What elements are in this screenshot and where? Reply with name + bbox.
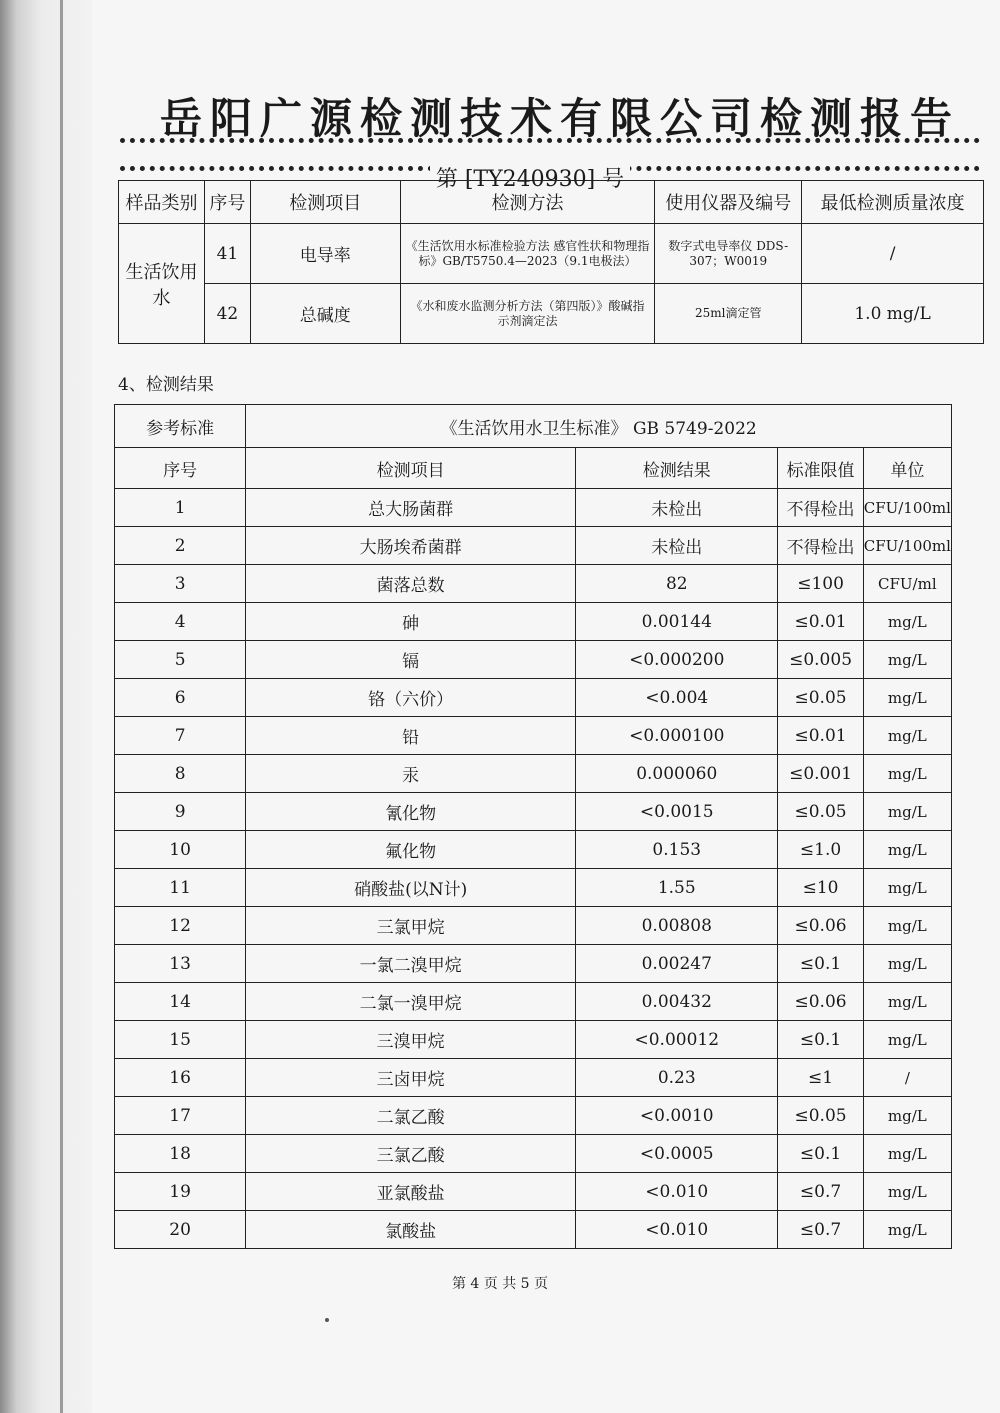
table-row bbox=[115, 831, 952, 869]
row-item: 铬（六价） bbox=[246, 679, 576, 717]
row-result: <0.000200 bbox=[576, 641, 778, 679]
table-row bbox=[115, 755, 952, 793]
method-row-item: 总碱度 bbox=[250, 284, 400, 344]
header-unit: 单位 bbox=[863, 448, 951, 489]
row-item: 硝酸盐(以N计) bbox=[246, 869, 576, 907]
table-row bbox=[115, 603, 952, 641]
row-limit: ≤1.0 bbox=[778, 831, 863, 869]
method-row-instrument: 数字式电导率仪 DDS-307；W0019 bbox=[655, 224, 802, 284]
row-result: <0.000100 bbox=[576, 717, 778, 755]
table-row bbox=[115, 983, 952, 1021]
scan-speck bbox=[325, 1318, 329, 1322]
row-result: 0.00144 bbox=[576, 603, 778, 641]
row-no: 14 bbox=[115, 983, 246, 1021]
row-unit: mg/L bbox=[863, 1211, 951, 1249]
header-item: 检测项目 bbox=[250, 181, 400, 224]
row-item: 三溴甲烷 bbox=[246, 1021, 576, 1059]
row-item: 氰化物 bbox=[246, 793, 576, 831]
header-method: 检测方法 bbox=[400, 181, 655, 224]
row-no: 8 bbox=[115, 755, 246, 793]
table-row bbox=[115, 1211, 952, 1249]
method-row bbox=[119, 224, 984, 284]
row-result: <0.004 bbox=[576, 679, 778, 717]
row-item: 砷 bbox=[246, 603, 576, 641]
row-item: 铅 bbox=[246, 717, 576, 755]
row-no: 10 bbox=[115, 831, 246, 869]
row-item: 一氯二溴甲烷 bbox=[246, 945, 576, 983]
table-row bbox=[115, 1021, 952, 1059]
table-row bbox=[115, 1059, 952, 1097]
row-no: 6 bbox=[115, 679, 246, 717]
standard-label: 参考标准 bbox=[115, 405, 246, 448]
header-result: 检测结果 bbox=[576, 448, 778, 489]
table-row bbox=[115, 641, 952, 679]
row-no: 17 bbox=[115, 1097, 246, 1135]
row-limit: ≤1 bbox=[778, 1059, 863, 1097]
row-unit: mg/L bbox=[863, 679, 951, 717]
row-item: 菌落总数 bbox=[246, 565, 576, 603]
row-limit: ≤0.1 bbox=[778, 1135, 863, 1173]
table-row bbox=[115, 945, 952, 983]
row-unit: mg/L bbox=[863, 1097, 951, 1135]
row-no: 19 bbox=[115, 1173, 246, 1211]
table-row bbox=[115, 1097, 952, 1135]
row-unit: mg/L bbox=[863, 755, 951, 793]
row-limit: ≤0.01 bbox=[778, 717, 863, 755]
row-item: 亚氯酸盐 bbox=[246, 1173, 576, 1211]
row-no: 4 bbox=[115, 603, 246, 641]
row-no: 15 bbox=[115, 1021, 246, 1059]
method-row-method: 《水和废水监测分析方法（第四版）》酸碱指示剂滴定法 bbox=[400, 284, 655, 344]
method-row bbox=[119, 284, 984, 344]
row-item: 汞 bbox=[246, 755, 576, 793]
results-table bbox=[114, 404, 952, 1249]
row-unit: / bbox=[863, 1059, 951, 1097]
row-no: 18 bbox=[115, 1135, 246, 1173]
row-limit: ≤0.1 bbox=[778, 1021, 863, 1059]
row-result: <0.010 bbox=[576, 1211, 778, 1249]
row-result: 82 bbox=[576, 565, 778, 603]
row-limit: ≤0.06 bbox=[778, 983, 863, 1021]
report-title: 岳阳广源检测技术有限公司检测报告 bbox=[160, 94, 961, 143]
row-limit: ≤0.05 bbox=[778, 679, 863, 717]
header-min-conc: 最低检测质量浓度 bbox=[802, 181, 984, 224]
report-number: 第 [TY240930] 号 bbox=[430, 162, 630, 193]
row-unit: mg/L bbox=[863, 1021, 951, 1059]
row-limit: ≤0.05 bbox=[778, 793, 863, 831]
row-result: 0.00808 bbox=[576, 907, 778, 945]
method-row-min-conc: / bbox=[802, 224, 984, 284]
row-item: 氯酸盐 bbox=[246, 1211, 576, 1249]
table-row bbox=[115, 527, 952, 565]
row-item: 三卤甲烷 bbox=[246, 1059, 576, 1097]
method-row-no: 41 bbox=[204, 224, 250, 284]
row-no: 7 bbox=[115, 717, 246, 755]
row-item: 总大肠菌群 bbox=[246, 489, 576, 527]
row-result: <0.0005 bbox=[576, 1135, 778, 1173]
table-row bbox=[115, 869, 952, 907]
binding-shadow bbox=[0, 0, 92, 1413]
header-no: 序号 bbox=[115, 448, 246, 489]
row-limit: ≤0.1 bbox=[778, 945, 863, 983]
row-unit: mg/L bbox=[863, 907, 951, 945]
method-row-no: 42 bbox=[204, 284, 250, 344]
row-unit: mg/L bbox=[863, 717, 951, 755]
row-result: 0.00432 bbox=[576, 983, 778, 1021]
method-row-instrument: 25ml滴定管 bbox=[655, 284, 802, 344]
row-result: 0.153 bbox=[576, 831, 778, 869]
table-row bbox=[115, 679, 952, 717]
standard-value: 《生活饮用水卫生标准》 GB 5749-2022 bbox=[246, 405, 952, 448]
table-row bbox=[115, 565, 952, 603]
row-no: 3 bbox=[115, 565, 246, 603]
row-limit: 不得检出 bbox=[778, 489, 863, 527]
row-unit: mg/L bbox=[863, 831, 951, 869]
table-row bbox=[115, 1173, 952, 1211]
row-unit: CFU/ml bbox=[863, 565, 951, 603]
row-unit: mg/L bbox=[863, 1135, 951, 1173]
row-result: 0.000060 bbox=[576, 755, 778, 793]
row-limit: ≤10 bbox=[778, 869, 863, 907]
method-table-header bbox=[119, 181, 984, 224]
row-item: 大肠埃希菌群 bbox=[246, 527, 576, 565]
page-footer: 第 4 页 共 5 页 bbox=[451, 1276, 549, 1292]
row-limit: ≤0.7 bbox=[778, 1173, 863, 1211]
row-no: 12 bbox=[115, 907, 246, 945]
row-unit: CFU/100ml bbox=[863, 489, 951, 527]
row-limit: ≤0.005 bbox=[778, 641, 863, 679]
row-result: 0.23 bbox=[576, 1059, 778, 1097]
row-item: 氟化物 bbox=[246, 831, 576, 869]
row-no: 1 bbox=[115, 489, 246, 527]
results-header bbox=[115, 448, 952, 489]
row-result: <0.00012 bbox=[576, 1021, 778, 1059]
row-result: <0.010 bbox=[576, 1173, 778, 1211]
row-result: 未检出 bbox=[576, 489, 778, 527]
header-instrument: 使用仪器及编号 bbox=[655, 181, 802, 224]
table-row bbox=[115, 489, 952, 527]
row-limit: ≤0.001 bbox=[778, 755, 863, 793]
row-unit: mg/L bbox=[863, 983, 951, 1021]
table-row bbox=[115, 1135, 952, 1173]
table-row bbox=[115, 907, 952, 945]
method-table bbox=[118, 180, 984, 344]
row-unit: mg/L bbox=[863, 641, 951, 679]
row-item: 三氯乙酸 bbox=[246, 1135, 576, 1173]
row-no: 13 bbox=[115, 945, 246, 983]
row-result: <0.0010 bbox=[576, 1097, 778, 1135]
standard-row bbox=[115, 405, 952, 448]
method-row-min-conc: 1.0 mg/L bbox=[802, 284, 984, 344]
row-item: 二氯一溴甲烷 bbox=[246, 983, 576, 1021]
row-result: 0.00247 bbox=[576, 945, 778, 983]
row-limit: 不得检出 bbox=[778, 527, 863, 565]
row-unit: mg/L bbox=[863, 945, 951, 983]
title-dotted-rule bbox=[120, 138, 980, 143]
row-unit: mg/L bbox=[863, 869, 951, 907]
row-limit: ≤0.05 bbox=[778, 1097, 863, 1135]
section-title: 4、检测结果 bbox=[118, 375, 214, 395]
results-body bbox=[115, 489, 952, 1249]
header-item: 检测项目 bbox=[246, 448, 576, 489]
row-result: 未检出 bbox=[576, 527, 778, 565]
header-category: 样品类别 bbox=[119, 181, 205, 224]
row-no: 16 bbox=[115, 1059, 246, 1097]
row-result: 1.55 bbox=[576, 869, 778, 907]
sample-category: 生活饮用水 bbox=[119, 224, 205, 344]
row-result: <0.0015 bbox=[576, 793, 778, 831]
row-limit: ≤0.06 bbox=[778, 907, 863, 945]
row-no: 9 bbox=[115, 793, 246, 831]
header-limit: 标准限值 bbox=[778, 448, 863, 489]
row-no: 20 bbox=[115, 1211, 246, 1249]
row-unit: mg/L bbox=[863, 603, 951, 641]
method-row-item: 电导率 bbox=[250, 224, 400, 284]
table-row bbox=[115, 793, 952, 831]
row-limit: ≤0.01 bbox=[778, 603, 863, 641]
row-no: 11 bbox=[115, 869, 246, 907]
header-no: 序号 bbox=[204, 181, 250, 224]
method-row-method: 《生活饮用水标准检验方法 感官性状和物理指标》GB/T5750.4—2023（9.1电极法） bbox=[400, 224, 655, 284]
row-no: 2 bbox=[115, 527, 246, 565]
row-no: 5 bbox=[115, 641, 246, 679]
binding-edge bbox=[60, 0, 63, 1413]
row-limit: ≤100 bbox=[778, 565, 863, 603]
row-unit: mg/L bbox=[863, 793, 951, 831]
row-item: 三氯甲烷 bbox=[246, 907, 576, 945]
row-item: 镉 bbox=[246, 641, 576, 679]
row-item: 二氯乙酸 bbox=[246, 1097, 576, 1135]
row-limit: ≤0.7 bbox=[778, 1211, 863, 1249]
row-unit: mg/L bbox=[863, 1173, 951, 1211]
table-row bbox=[115, 717, 952, 755]
row-unit: CFU/100ml bbox=[863, 527, 951, 565]
